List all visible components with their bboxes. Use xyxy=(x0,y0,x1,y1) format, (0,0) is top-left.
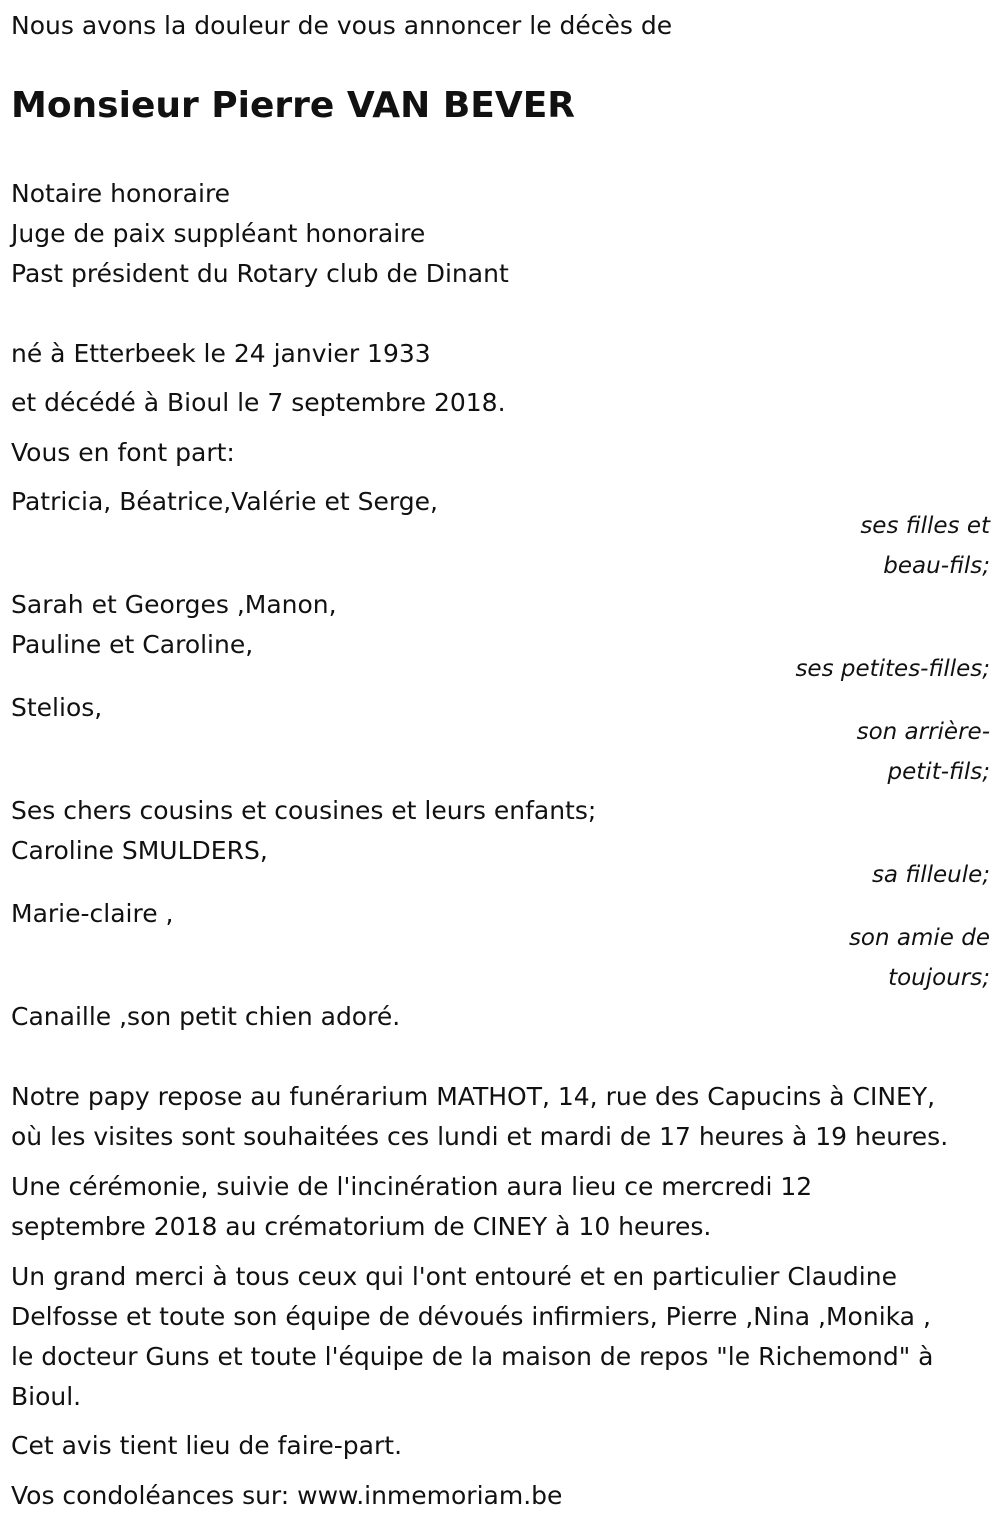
title-line: Notaire honoraire xyxy=(11,179,231,208)
family-goddaughter: Caroline SMULDERS, xyxy=(11,836,268,865)
family-granddaughters: Sarah et Georges ,Manon, xyxy=(11,590,337,619)
birth-line: né à Etterbeek le 24 janvier 1933 xyxy=(11,339,431,368)
intro-text: Nous avons la douleur de vous annoncer le décès de xyxy=(11,11,673,40)
family-cousins: Ses chers cousins et cousines et leurs enfants; xyxy=(11,796,597,825)
death-line: et décédé à Bioul le 7 septembre 2018. xyxy=(11,388,506,417)
thanks-line: Un grand merci à tous ceux qui l'ont entouré et en particulier Claudine xyxy=(11,1262,897,1291)
family-greatgrandson: Stelios, xyxy=(11,693,103,722)
family-friend: Marie-claire , xyxy=(11,899,174,928)
relation-label: petit-fils; xyxy=(887,759,990,785)
condolences-link: Vos condoléances sur: www.inmemoriam.be xyxy=(11,1481,563,1510)
thanks-line: le docteur Guns et toute l'équipe de la maison de repos "le Richemond" à xyxy=(11,1342,934,1371)
relation-label: ses filles et xyxy=(860,513,990,539)
relation-label: beau-fils; xyxy=(883,553,990,579)
thanks-line: Delfosse et toute son équipe de dévoués infirmiers, Pierre ,Nina ,Monika , xyxy=(11,1302,931,1331)
relation-label: sa filleule; xyxy=(871,862,990,888)
ceremony-line: septembre 2018 au crématorium de CINEY à 10 heures. xyxy=(11,1212,712,1241)
repose-line: Notre papy repose au funérarium MATHOT, 14, rue des Capucins à CINEY, xyxy=(11,1082,936,1111)
relation-label: son amie de xyxy=(848,925,990,951)
family-daughters: Patricia, Béatrice,Valérie et Serge, xyxy=(11,487,438,516)
relation-label: son arrière- xyxy=(856,719,990,745)
deceased-name: Monsieur Pierre VAN BEVER xyxy=(11,85,576,126)
family-dog: Canaille ,son petit chien adoré. xyxy=(11,1002,401,1031)
thanks-line: Bioul. xyxy=(11,1382,82,1411)
notice-line: Cet avis tient lieu de faire-part. xyxy=(11,1431,403,1460)
repose-line: où les visites sont souhaitées ces lundi et mardi de 17 heures à 19 heures. xyxy=(11,1122,949,1151)
relation-label: ses petites-filles; xyxy=(795,656,990,682)
title-line: Past président du Rotary club de Dinant xyxy=(11,259,509,288)
announce-line: Vous en font part: xyxy=(11,438,235,467)
title-line: Juge de paix suppléant honoraire xyxy=(11,219,426,248)
family-granddaughters: Pauline et Caroline, xyxy=(11,630,254,659)
relation-label: toujours; xyxy=(888,965,990,991)
ceremony-line: Une cérémonie, suivie de l'incinération aura lieu ce mercredi 12 xyxy=(11,1172,813,1201)
